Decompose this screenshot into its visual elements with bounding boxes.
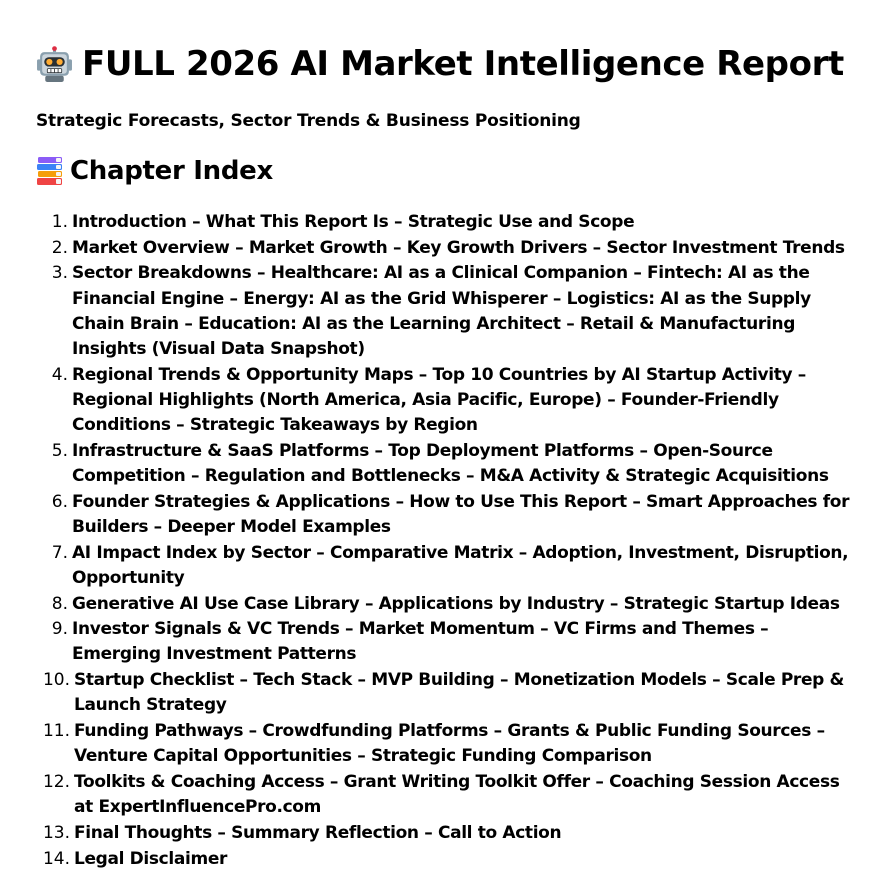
chapter-number: 8. <box>51 593 68 614</box>
list-item <box>0 821 886 846</box>
chapter-title: Market Overview – Market Growth – Key Growth Drivers – Sector Investment Trends <box>72 237 845 258</box>
list-item <box>0 668 886 718</box>
chapter-number: 10. <box>42 670 70 691</box>
chapter-number: 14. <box>42 848 70 869</box>
chapter-title: Infrastructure & SaaS Platforms – Top Deployment Platforms – Open-Source Competition – Regulation and Bottlenecks – M&A Activity & Strategic Acquisitions <box>72 440 829 487</box>
chapter-title: Introduction – What This Report Is – Strategic Use and Scope <box>72 212 635 232</box>
chapter-title: Legal Disclaimer <box>74 848 228 869</box>
chapter-number: 5. <box>51 440 68 461</box>
chapter-index-heading-row <box>36 155 273 187</box>
chapter-number: 4. <box>51 364 68 385</box>
robot-icon <box>36 46 73 83</box>
chapter-number: 6. <box>51 491 68 512</box>
chapter-title: Toolkits & Coaching Access – Grant Writing Toolkit Offer – Coaching Session Access at ExpertInfluencePro.com <box>74 771 840 818</box>
list-item <box>0 847 886 872</box>
list-item <box>0 490 886 540</box>
chapter-title: Funding Pathways – Crowdfunding Platforms – Grants & Public Funding Sources – Venture Capital Opportunities – Strategic Funding Comparison <box>74 721 825 767</box>
chapter-title: Generative AI Use Case Library – Applications by Industry – Strategic Startup Ideas <box>72 593 840 614</box>
chapter-title: Sector Breakdowns – Healthcare: AI as a Clinical Companion – Fintech: AI as the Financial Engine – Energy: AI as the Grid Whisperer – Logistics: AI as the Supply Chain Brain – Education: AI as the Learning Architect – Retail & Manufacturing Insights (Visual Data Snapshot) <box>72 263 811 360</box>
chapter-number: 11. <box>42 721 70 742</box>
chapter-title: AI Impact Index by Sector – Comparative Matrix – Adoption, Investment, Disruption, Opportunity <box>72 542 849 588</box>
chapter-number: 7. <box>51 542 68 563</box>
chapter-number: 9. <box>51 619 68 640</box>
chapter-number: 13. <box>42 822 70 843</box>
chapter-title: Founder Strategies & Applications – How to Use This Report – Smart Approaches for Builders – Deeper Model Examples <box>72 491 850 537</box>
list-item <box>0 261 886 362</box>
list-item <box>0 236 886 261</box>
chapter-list <box>0 210 886 872</box>
chapter-title: Final Thoughts – Summary Reflection – Call to Action <box>74 822 562 843</box>
list-item <box>0 770 886 820</box>
report-title: FULL 2026 AI Market Intelligence Report <box>82 44 844 84</box>
list-item <box>0 363 886 439</box>
chapter-number: 1. <box>51 212 68 232</box>
chapter-title: Regional Trends & Opportunity Maps – Top 10 Countries by AI Startup Activity – Regional Highlights (North America, Asia Pacific, Europe) – Founder-Friendly Conditions – Strategic Takeaways by Region <box>72 364 806 436</box>
title-row <box>36 44 844 84</box>
chapter-number: 3. <box>51 263 68 284</box>
chapter-index-heading: Chapter Index <box>70 156 273 186</box>
chapter-number: 12. <box>42 771 70 792</box>
books-icon <box>36 156 64 186</box>
list-item <box>0 719 886 769</box>
list-item <box>0 439 886 489</box>
list-item <box>0 592 886 617</box>
chapter-title: Startup Checklist – Tech Stack – MVP Building – Monetization Models – Scale Prep & Launch Strategy <box>74 670 845 716</box>
chapter-number: 2. <box>51 237 68 258</box>
report-subtitle: Strategic Forecasts, Sector Trends & Business Positioning <box>36 111 581 131</box>
chapter-title: Investor Signals & VC Trends – Market Momentum – VC Firms and Themes – Emerging Investment Patterns <box>72 619 769 665</box>
list-item <box>0 541 886 591</box>
list-item <box>0 210 886 235</box>
list-item <box>0 617 886 667</box>
